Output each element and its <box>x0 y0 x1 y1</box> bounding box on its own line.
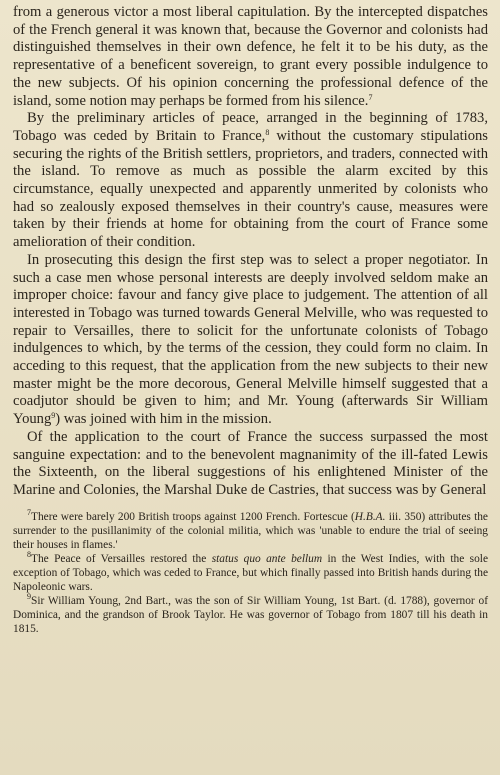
paragraph-4 <box>13 429 488 500</box>
paragraph-2 <box>13 110 488 252</box>
footnotes <box>13 507 488 637</box>
note-ref-7[interactable]: 7 <box>368 92 373 102</box>
footnote-7-marker: 7 <box>27 507 31 517</box>
footnote-8-latin-phrase: status quo ante bellum <box>211 552 323 565</box>
paragraph-1-text: from a generous victor a most liberal capitulation. By the intercepted dispatches of the French general it was known that, because the Governor and colonists had distinguished themselves in their own defence, he felt it to be his duty, as the representative of a beneficent sovereign, to grant every possible indulgence to the new subjects. Of his opinion concerning the professional defence of the island, some notion may perhaps be formed from his silence. <box>13 4 488 109</box>
footnote-7-reference: H.B.A. <box>354 510 386 523</box>
paragraph-4-text: Of the application to the court of France the success surpassed the most sanguine expectation: and to the benevolent magnanimity of the ill-fated Lewis the Sixteenth, on the liberal suggestions of his enlightened Minister of the Marine and Colonies, the Marshal Duke de Castries, that success was by General <box>13 428 488 498</box>
footnote-9-marker: 9 <box>27 592 31 602</box>
footnote-7-text-a: There were barely 200 British troops against 1200 French. Fortescue ( <box>31 510 355 523</box>
note-ref-9[interactable]: 9 <box>51 411 56 421</box>
footnote-9-text: Sir William Young, 2nd Bart., was the son of Sir William Young, 1st Bart. (d. 1788), governor of Dominica, and the grandson of Brook Taylor. He was governor of Tobago from 1807 till his death in 1815. <box>13 595 488 636</box>
body-text <box>13 4 488 500</box>
note-ref-8[interactable]: 8 <box>265 127 270 137</box>
paragraph-1 <box>13 4 488 110</box>
paragraph-2-text-a: By the preliminary articles of peace, arranged in the beginning of 1783, Tobago was ceded by Britain to France, <box>13 110 488 144</box>
footnote-8-marker: 8 <box>27 549 31 559</box>
footnote-7 <box>13 507 488 552</box>
footnote-8 <box>13 549 488 594</box>
footnote-8-text-a: The Peace of Versailles restored the <box>31 552 212 565</box>
paragraph-2-text-b: without the customary stipulations securing the rights of the British settlers, proprietors, and traders, connected with the island. To remove as much as possible the alarm excited by this circumstance, equally unexpected and apparently unmerited by colonists who had so zealously exposed themselves in their country's cause, measures were taken by their friends at home for obtaining from the court of France some amelioration of their condition. <box>13 127 488 251</box>
paragraph-3-text-a: In prosecuting this design the first step was to select a proper negotiator. In such a case men whose personal interests are deeply involved seldom make an improper choice: favour and fancy give place to judgement. The attention of all interested in Tobago was turned towards General Melville, who was requested to repair to Versailles, there to solicit for the unfortunate colonists of Tobago indulgences to which, by the terms of the cession, they could form no claim. In acceding to this request, that the application from the new subjects to their new master might be the more decorous, General Melville himself suggested that a coadjutor should be given to him; and Mr. Young (afterwards Sir William Young <box>13 251 488 428</box>
footnote-8-text-b: in the West Indies, with the sole exception of Tobago, which was ceded to France, but which finally passed into British hands during the Napoleonic wars. <box>13 552 488 594</box>
paragraph-3-text-b: ) was joined with him in the mission. <box>55 411 272 428</box>
footnote-9 <box>13 594 488 636</box>
footnote-7-text-b: iii. 350) attributes the surrender to the pusillanimity of the colonial militia, which was 'unable to endure the trial of seeing their houses in flames.' <box>13 510 488 551</box>
paragraph-3 <box>13 252 488 429</box>
